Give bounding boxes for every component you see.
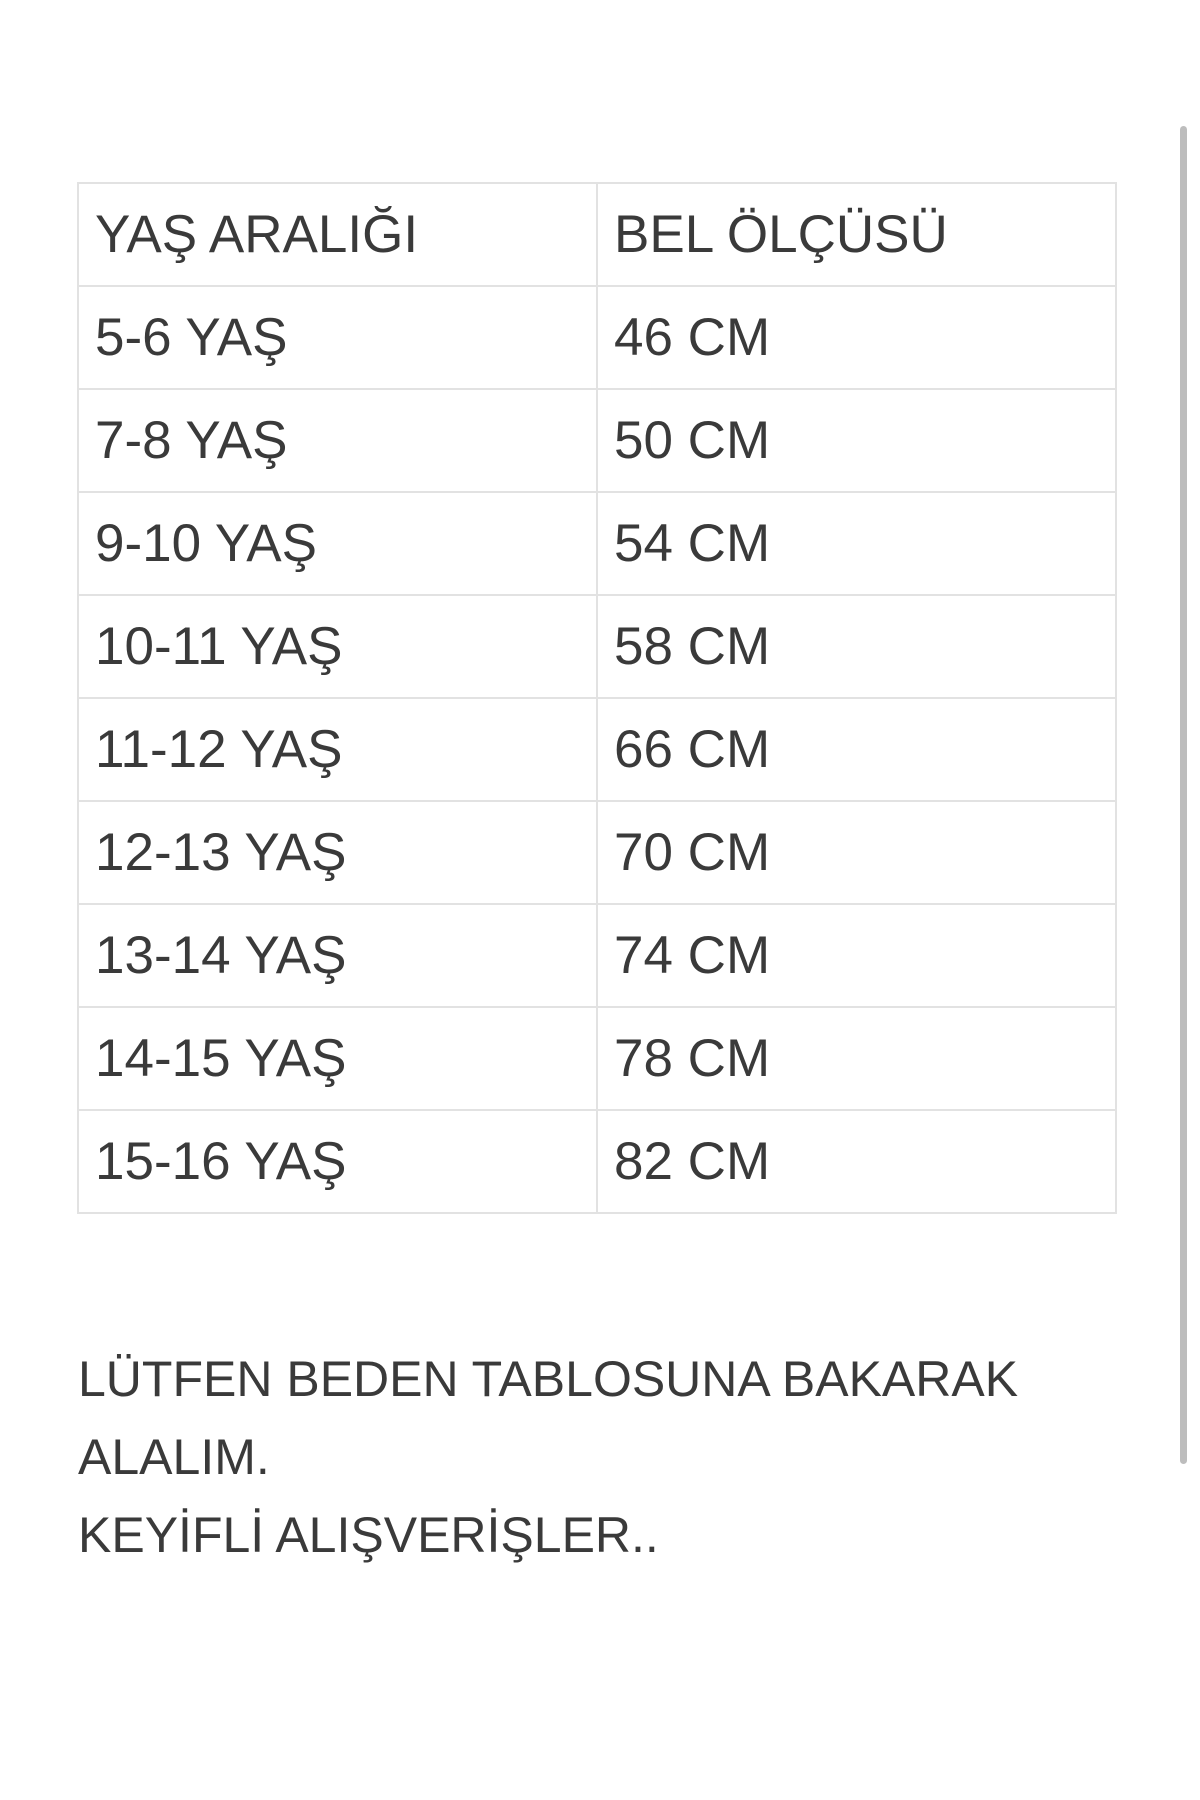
waist-size-cell: 50 CM <box>597 389 1116 492</box>
table-row <box>78 1110 1116 1213</box>
note-line-1: LÜTFEN BEDEN TABLOSUNA BAKARAK <box>78 1351 1019 1407</box>
waist-size-cell: 54 CM <box>597 492 1116 595</box>
waist-size-cell: 74 CM <box>597 904 1116 1007</box>
table-row <box>78 389 1116 492</box>
size-note <box>78 1340 1078 1574</box>
waist-size-cell: 78 CM <box>597 1007 1116 1110</box>
table-row <box>78 492 1116 595</box>
age-range-cell: 9-10 YAŞ <box>78 492 597 595</box>
age-range-cell: 10-11 YAŞ <box>78 595 597 698</box>
vertical-scrollbar[interactable] <box>1180 126 1187 1464</box>
note-line-3: KEYİFLİ ALIŞVERİŞLER.. <box>78 1507 659 1563</box>
age-range-cell: 15-16 YAŞ <box>78 1110 597 1213</box>
waist-size-cell: 70 CM <box>597 801 1116 904</box>
age-range-cell: 5-6 YAŞ <box>78 286 597 389</box>
table-row <box>78 1007 1116 1110</box>
table-row <box>78 801 1116 904</box>
waist-size-cell: 46 CM <box>597 286 1116 389</box>
header-waist-size: BEL ÖLÇÜSÜ <box>597 183 1116 286</box>
size-chart-table <box>77 182 1117 1214</box>
waist-size-cell: 58 CM <box>597 595 1116 698</box>
header-age-range: YAŞ ARALIĞI <box>78 183 597 286</box>
waist-size-cell: 82 CM <box>597 1110 1116 1213</box>
note-line-2: ALALIM. <box>78 1429 270 1485</box>
age-range-cell: 14-15 YAŞ <box>78 1007 597 1110</box>
table-header-row <box>78 183 1116 286</box>
age-range-cell: 11-12 YAŞ <box>78 698 597 801</box>
table-row <box>78 595 1116 698</box>
age-range-cell: 13-14 YAŞ <box>78 904 597 1007</box>
table-row <box>78 904 1116 1007</box>
table-row <box>78 286 1116 389</box>
waist-size-cell: 66 CM <box>597 698 1116 801</box>
age-range-cell: 12-13 YAŞ <box>78 801 597 904</box>
table-row <box>78 698 1116 801</box>
age-range-cell: 7-8 YAŞ <box>78 389 597 492</box>
